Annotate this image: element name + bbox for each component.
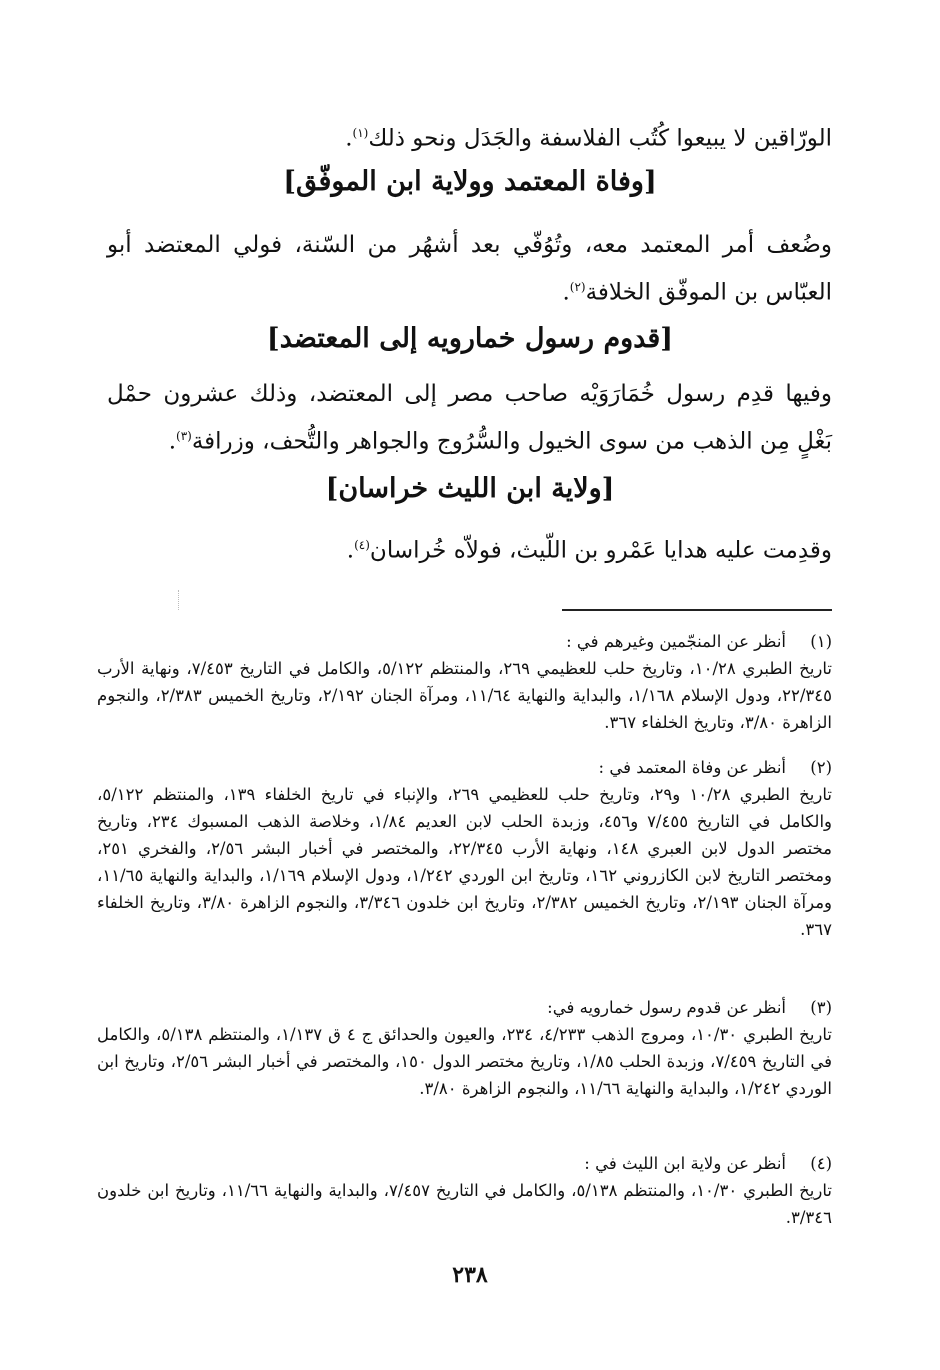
footnote-ref-4[interactable]: (٤) [354, 538, 370, 552]
page-number: ٢٣٨ [452, 1262, 488, 1288]
footnote-ref-1[interactable]: (١) [352, 126, 369, 140]
paragraph-text: وفيها قدِم رسول خُمَارَوَيْه صاحب مصر إلى المعتضد، وذلك عشرون حمْل بَغْلٍ مِن الذهب من سوى الخيول والسُّرُوج والجواهر والتُّحف، وزرافة [107, 381, 832, 455]
footnote-heading: أنظر عن قدوم رسول خمارويه في: [547, 998, 786, 1017]
footnote-body: تاريخ الطبري ١٠/٣٠، والمنتظم ٥/١٣٨، والكامل في التاريخ ٧/٤٥٧، والبداية والنهاية ١١/٦٦، وتاريخ ابن خلدون ٣/٣٤٦. [97, 1181, 832, 1227]
footnote-body: تاريخ الطبري ١٠/٢٨ و٢٩، وتاريخ حلب للعظيمي ٢٦٩، والإنباء في تاريخ الخلفاء ١٣٩، والمنتظم ٥/١٢٢، والكامل في التاريخ ٧/٤٥٥ و٤٥٦، وزبدة الحلب لابن العديم ١/٨٤، وخلاصة الذهب المسبوك ٢٣٤، وتاريخ مختصر الدول لابن العبري ١٤٨، ونهاية الأرب ٢٢/٣٤٥، والمختصر في أخبار البشر ٢/٥٦، والفخري ٢٥١، ومختصر التاريخ لابن الكازروني ١٦٢، وتاريخ ابن الوردي ١/٢٤٢، ودول الإسلام ١/١٦٩، والبداية والنهاية ١١/٦٥، ومرآة الجنان ٢/١٩٣، وتاريخ الخميس ٢/٣٨٢، وتاريخ ابن خلدون ٣/٣٤٦، والنجوم الزاهرة ٣/٨٠، وتاريخ الخلفاء ٣٦٧. [97, 785, 832, 939]
footnote-1 [97, 628, 832, 736]
paragraph-text: وضُعف أمر المعتمد معه، وتُوُفّي بعد أشهُر من السّنة، فولي المعتضد أبو العبّاس بن الموفّق الخلافة [107, 232, 832, 306]
period: . [168, 428, 176, 455]
footnote-number: (١) [810, 632, 832, 651]
paragraph-copyists [107, 112, 832, 160]
scan-artifact [178, 590, 180, 610]
footnote-ref-2[interactable]: (٢) [569, 280, 586, 294]
footnote-number: (٢) [810, 758, 832, 777]
paragraph-text: الورّاقين لا يبيعوا كُتُب الفلاسفة والجَدَل ونحو ذلك [368, 125, 832, 152]
section-heading-ibn-al-layth: [ولاية ابن الليث خراسان] [325, 473, 615, 504]
footnote-body: تاريخ الطبري ١٠/٢٨، وتاريخ حلب للعظيمي ٢٦٩، والمنتظم ٥/١٢٢، والكامل في التاريخ ٧/٤٥٣، ونهاية الأرب ٢٢/٣٤٥، ودول الإسلام ١/١٦٨، والبداية والنهاية ١١/٦٤، ومرآة الجنان ٢/١٩٢، وتاريخ الخميس ٢/٣٨٣، والنجوم الزاهرة ٣/٨٠، وتاريخ الخلفاء ٣٦٧. [97, 659, 832, 732]
footnote-heading: أنظر عن وفاة المعتمد في : [598, 758, 786, 777]
footnote-2 [97, 754, 832, 943]
paragraph-death-of-mutamid [107, 224, 832, 314]
footnote-number: (٤) [810, 1154, 832, 1173]
footnote-4 [97, 1150, 832, 1231]
footnote-ref-3[interactable]: (٣) [176, 429, 192, 443]
period: . [562, 279, 570, 306]
paragraph-text: وقدِمت عليه هدايا عَمْرو بن اللّيث، فولاّه خُراسان [369, 537, 832, 564]
footnote-heading: أنظر عن المنجّمين وغيرهم في : [566, 632, 786, 651]
footnote-separator [562, 609, 832, 611]
footnote-heading: أنظر عن ولاية ابن الليث في : [584, 1154, 786, 1173]
footnote-number: (٣) [810, 998, 832, 1017]
footnote-body: تاريخ الطبري ١٠/٣٠، ومروج الذهب ٤/٢٣٣، ٢٣٤، والعيون والحدائق ج ٤ ق ١/١٣٧، والمنتظم ٥/١٣٨، والكامل في التاريخ ٧/٤٥٩، وزبدة الحلب ١/٨٥، وتاريخ مختصر الدول ١٥٠، والمختصر في أخبار البشر ٢/٥٦، وتاريخ ابن الوردي ١/٢٤٢، والبداية والنهاية ١١/٦٦، والنجوم الزاهرة ٣/٨٠. [97, 1025, 833, 1098]
paragraph-ibn-al-layth [107, 524, 832, 572]
footnote-3 [97, 994, 832, 1102]
paragraph-khumarawayh-envoy [107, 373, 832, 463]
section-heading-khumarawayh-envoy: [قدوم رسول خمارويه إلى المعتضد] [266, 323, 674, 354]
period: . [346, 537, 355, 564]
section-heading-death-of-mutamid: [وفاة المعتمد وولاية ابن الموفّق] [283, 166, 657, 197]
period: . [345, 125, 353, 152]
